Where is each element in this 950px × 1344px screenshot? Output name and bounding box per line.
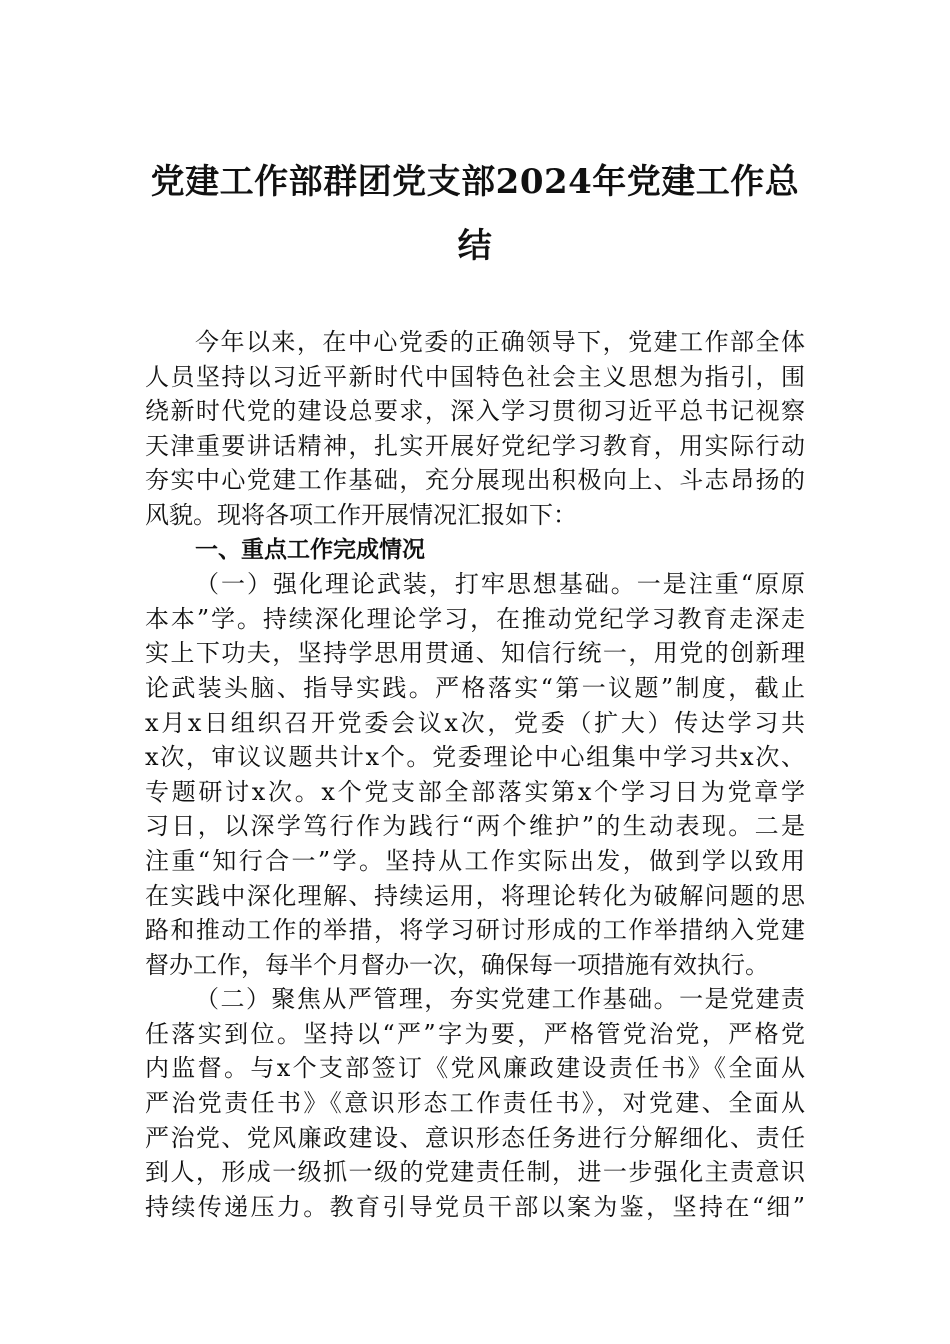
- body-line: 内监督。与x个支部签订《党风廉政建设责任书》《全面从: [145, 1054, 805, 1083]
- section-heading: 一、重点工作完成情况: [195, 536, 425, 563]
- body-line: 今年以来，在中心党委的正确领导下，党建工作部全体: [195, 328, 805, 356]
- body-line: 风貌。现将各项工作开展情况汇报如下：: [145, 500, 577, 529]
- body-line: 天津重要讲话精神，扎实开展好党纪学习教育，用实际行动: [145, 431, 805, 460]
- body-line: 路和推动工作的举措，将学习研讨形成的工作举措纳入党建: [145, 916, 805, 945]
- document-body: [145, 325, 805, 1224]
- body-line: 绕新时代党的建设总要求，深入学习贯彻习近平总书记视察: [145, 397, 805, 426]
- body-line: 注重“知行合一”学。坚持从工作实际出发，做到学以致用: [145, 846, 805, 875]
- body-line: 本本”学。持续深化理论学习，在推动党纪学习教育走深走: [145, 604, 805, 633]
- body-line: 严治党责任书》《意识形态工作责任书》，对党建、全面从: [145, 1089, 805, 1118]
- body-line: 在实践中深化理解、持续运用，将理论转化为破解问题的思: [145, 881, 805, 910]
- body-line: 督办工作，每半个月督办一次，确保每一项措施有效执行。: [145, 950, 769, 979]
- body-line: 论武装头脑、指导实践。严格落实“第一议题”制度，截止: [145, 673, 805, 702]
- body-line: 到人，形成一级抓一级的党建责任制，进一步强化主责意识: [145, 1158, 805, 1187]
- body-line: 严治党、党风廉政建设、意识形态任务进行分解细化、责任: [145, 1123, 805, 1152]
- body-line: 夯实中心党建工作基础，充分展现出积极向上、斗志昂扬的: [145, 466, 805, 495]
- body-line: 人员坚持以习近平新时代中国特色社会主义思想为指引，围: [145, 362, 805, 391]
- body-line: （二）聚焦从严管理，夯实党建工作基础。一是党建责: [195, 985, 805, 1014]
- body-line: 任落实到位。坚持以“严”字为要，严格管党治党，严格党: [145, 1019, 805, 1048]
- body-line: 专题研讨x次。x个党支部全部落实第x个学习日为党章学: [145, 777, 805, 806]
- body-line: 习日，以深学笃行作为践行“两个维护”的生动表现。二是: [145, 812, 805, 841]
- body-line: x次，审议议题共计x个。党委理论中心组集中学习共x次、: [145, 743, 805, 772]
- body-line: 实上下功夫，坚持学思用贯通、知信行统一，用党的创新理: [145, 639, 805, 668]
- title-line-2: 结: [457, 226, 493, 266]
- document-title: [140, 150, 810, 278]
- body-line: （一）强化理论武装，打牢思想基础。一是注重“原原: [195, 570, 805, 599]
- body-line: 持续传递压力。教育引导党员干部以案为鉴，坚持在“细”: [145, 1192, 805, 1221]
- body-line: x月x日组织召开党委会议x次，党委（扩大）传达学习共: [145, 708, 805, 737]
- title-line-1: 党建工作部群团党支部2024年党建工作总: [150, 162, 800, 202]
